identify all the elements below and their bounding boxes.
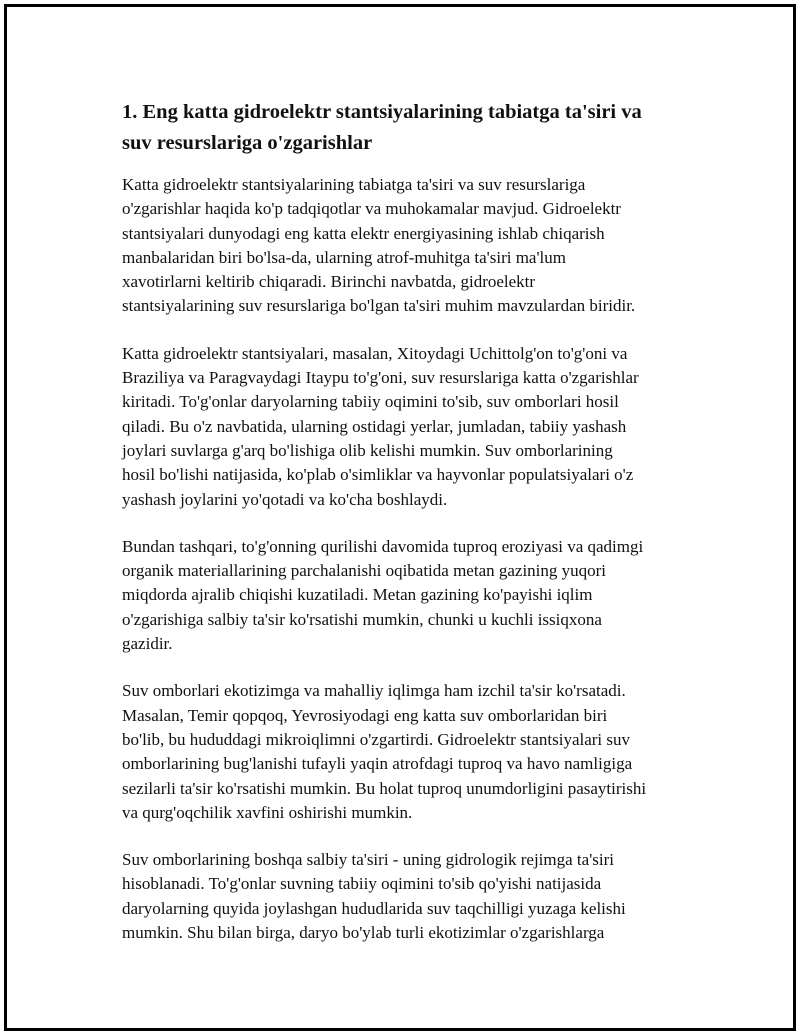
text-line: qiladi. Bu o'z navbatida, ularning ostidagi yerlar, jumladan, tabiiy yashash — [122, 416, 627, 436]
document-body — [122, 97, 702, 968]
text-line: yashash joylarini yo'qotadi va ko'cha boshlaydi. — [122, 489, 448, 509]
text-line: o'zgarishlar haqida ko'p tadqiqotlar va muhokamalar mavjud. Gidroelektr — [122, 199, 621, 219]
text-line: Masalan, Temir qopqoq, Yevrosiyodagi eng katta suv omborlaridan biri — [122, 705, 608, 725]
text-line: gazidir. — [122, 634, 173, 654]
section-heading — [122, 97, 702, 159]
paragraph-3 — [122, 535, 702, 656]
text-line: joylari suvlarga g'arq bo'lishiga olib kelishi mumkin. Suv omborlarining — [122, 440, 613, 460]
text-line: kiritadi. To'g'onlar daryolarning tabiiy oqimini to'sib, suv omborlari hosil — [122, 392, 619, 412]
heading-line: 1. Eng katta gidroelektr stantsiyalarining tabiatga ta'siri va — [122, 101, 642, 123]
text-line: Katta gidroelektr stantsiyalari, masalan, Xitoydagi Uchittolg'on to'g'oni va — [122, 343, 628, 363]
text-line: hisoblanadi. To'g'onlar suvning tabiiy oqimini to'sib qo'yishi natijasida — [122, 874, 602, 894]
text-line: stantsiyalarining suv resurslariga bo'lgan ta'siri muhim mavzulardan biridir. — [122, 296, 636, 316]
text-line: o'zgarishiga salbiy ta'sir ko'rsatishi mumkin, chunki u kuchli issiqxona — [122, 609, 602, 629]
paragraph-4 — [122, 679, 702, 825]
text-line: Katta gidroelektr stantsiyalarining tabiatga ta'siri va suv resurslariga — [122, 175, 586, 194]
text-line: xavotirlarni keltirib chiqaradi. Birinchi navbatda, gidroelektr — [122, 272, 536, 292]
text-line: daryolarning quyida joylashgan hududlarida suv taqchilligi yuzaga kelishi — [122, 898, 626, 918]
text-line: hosil bo'lishi natijasida, ko'plab o'simliklar va hayvonlar populatsiyalari o'z — [122, 465, 634, 485]
text-line: va qurg'oqchilik xavfini oshirishi mumkin. — [122, 802, 413, 822]
text-line: Suv omborlarining boshqa salbiy ta'siri - uning gidrologik rejimga ta'siri — [122, 850, 614, 870]
text-line: Bundan tashqari, to'g'onning qurilishi davomida tuproq eroziyasi va qadimgi — [122, 536, 644, 556]
text-line: sezilarli ta'sir ko'rsatishi mumkin. Bu holat tuproq unumdorligini pasaytirishi — [122, 778, 647, 798]
text-line: omborlarining bug'lanishi tufayli yaqin atrofdagi tuproq va havo namligiga — [122, 754, 633, 774]
paragraph-5 — [122, 848, 702, 945]
paragraph-1 — [122, 173, 702, 319]
text-line: bo'lib, bu hududdagi mikroiqlimni o'zgartirdi. Gidroelektr stantsiyalari suv — [122, 729, 631, 749]
page-frame — [4, 4, 796, 1031]
text-line: miqdorda ajralib chiqishi kuzatiladi. Metan gazining ko'payishi iqlim — [122, 585, 593, 605]
text-line: stantsiyalari dunyodagi eng katta elektr energiyasining ishlab chiqarish — [122, 223, 605, 243]
text-line: organik materiallarining parchalanishi oqibatida metan gazining yuqori — [122, 561, 607, 581]
heading-line: suv resurslariga o'zgarishlar — [122, 132, 373, 154]
text-line: mumkin. Shu bilan birga, daryo bo'ylab turli ekotizimlar o'zgarishlarga — [122, 923, 605, 943]
text-line: manbalaridan biri bo'lsa-da, ularning atrof-muhitga ta'siri ma'lum — [122, 247, 566, 267]
paragraph-2 — [122, 342, 702, 512]
text-line: Suv omborlari ekotizimga va mahalliy iqlimga ham izchil ta'sir ko'rsatadi. — [122, 681, 626, 701]
text-line: Braziliya va Paragvaydagi Itaypu to'g'oni, suv resurslariga katta o'zgarishlar — [122, 368, 639, 388]
